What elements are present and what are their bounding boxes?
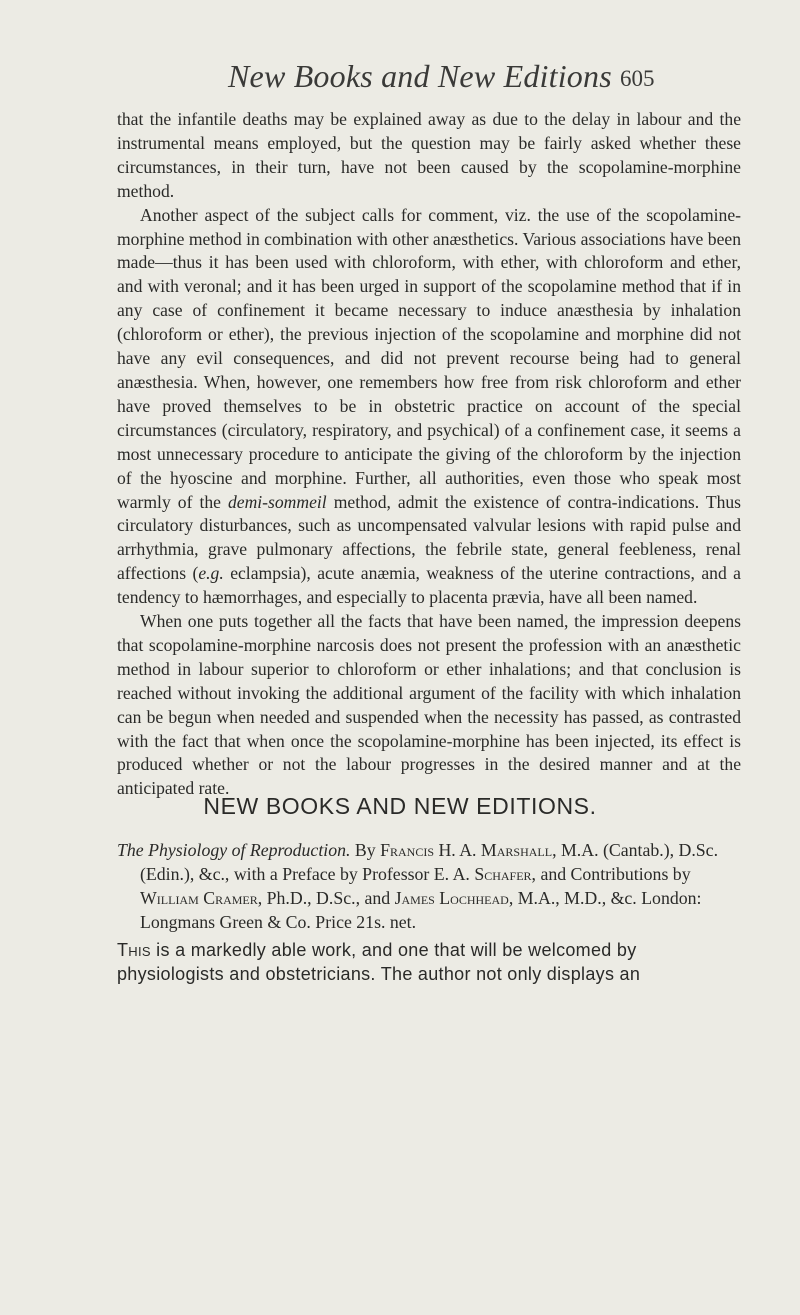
review-body-text: is a markedly able work, and one that will be welcomed by physiologists and obstetricians. The author not only displays an [117, 940, 641, 984]
paragraph-2-continued: method, admit the existence of contra-indications. Thus circulatory disturbances, such as uncompensated valvular lesions with rapid pulse and arrhythmia, grave pulmonary affections, the febrile state, general feebleness, renal affections ( [117, 491, 742, 584]
paragraph-2-end: eclampsia), acute anæmia, weakness of the uterine contractions, and a tendency to hæmorrhages, and especially to placenta prævia, have all been named. [117, 563, 741, 608]
review-lead-word: This [117, 940, 151, 960]
by-word: By [350, 840, 381, 860]
review-text [117, 938, 743, 986]
article-body [117, 108, 741, 801]
demi-sommeil-term: demi-sommeil [227, 491, 327, 512]
contributor-2-credentials: , M.A., M.D., &c. London: Longmans Green & Co. Price 21s. net. [140, 888, 702, 932]
author-credentials: , M.A. (Cantab.), D.Sc.(Edin.), &c., with a Preface by Professor E. A. [140, 840, 719, 884]
preface-author: Schafer [474, 864, 532, 884]
contributor-2: James Lochhead [394, 888, 509, 908]
running-head [0, 58, 800, 98]
eg-abbrev: e.g. [198, 563, 224, 584]
paragraph-3: When one puts together all the facts that have been named, the impression deepens that scopolamine-morphine narcosis does not present the profession with an anæsthetic method in labour superior to chloroform or ether inhalations; and that conclusion is reached without invoking the additional argument of the facility with which inhalation can be begun when needed and suspended when the necessity has passed, as contrasted with the fact that when once the scopolamine-morphine has been injected, its effect is produced whether or not the labour progresses in the desired manner and at the anticipated rate. [117, 611, 741, 799]
book-review [117, 838, 743, 986]
contributor-1: William Cramer [140, 888, 258, 908]
paragraph-1: that the infantile deaths may be explained away as due to the delay in labour and the instrumental means employed, but the question may be fairly asked whether these circumstances, in their turn, have not been caused by the scopolamine-morphine method. [117, 109, 741, 201]
page-number: 605 [620, 66, 655, 91]
contributions-text: , and Contributions by [531, 864, 691, 884]
author-name: Francis H. A. Marshall [380, 840, 553, 860]
bibliographic-entry [117, 838, 743, 934]
running-title: New Books and New Editions [228, 58, 612, 94]
contributor-1-credentials: , Ph.D., D.Sc., and [257, 888, 395, 908]
book-title: The Physiology of Reproduction. [117, 840, 351, 860]
paragraph-2-text: Another aspect of the subject calls for comment, viz. the use of the scopolamine-morphine method in combination with other anæsthetics. Various associations have been made—thus it has been used with chloroform, with ether, with chloroform and ether, and with veronal; and it has been urged in support of the scopolamine method that if in any case of confinement it became necessary to induce anæsthesia by inhalation (chloroform or ether), the previous injection of the scopolamine and morphine did not have any evil consequences, and did not prevent recourse being had to general anæsthesia. When, however, one remembers how free from risk chloroform and ether have proved themselves to be in obstetric practice on account of the special circumstances (circulatory, respiratory, and psychical) of a confinement case, it seems a most unnecessary procedure to anticipate the giving of the chloroform by the injection of the hyoscine and morphine. Further, all authorities, even those who speak most warmly of the [117, 204, 741, 512]
paragraph-2 [117, 204, 741, 610]
section-heading: NEW BOOKS AND NEW EDITIONS. [203, 793, 597, 819]
